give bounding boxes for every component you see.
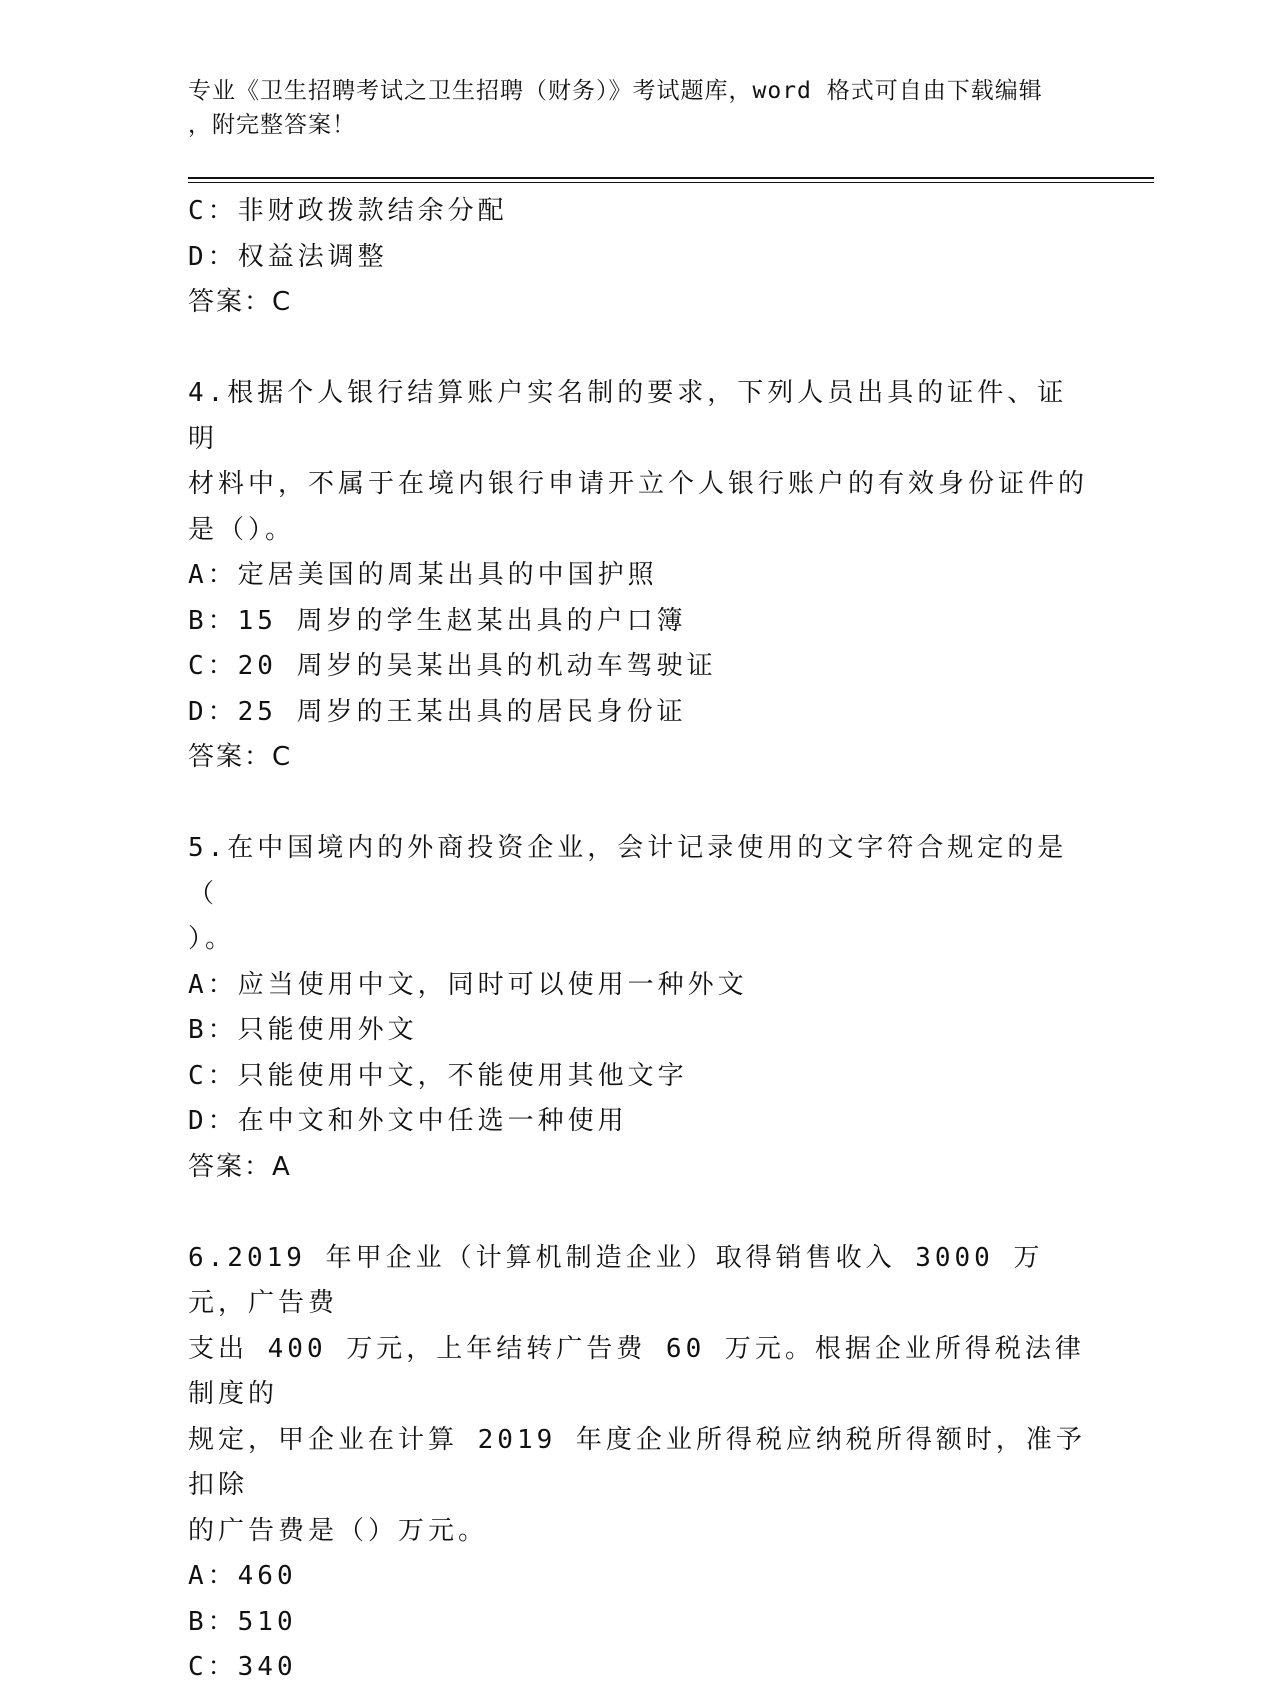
option-a: A：应当使用中文，同时可以使用一种外文 (188, 969, 748, 1000)
question-stem-line: ）。 (188, 924, 236, 954)
option-b: B：只能使用外文 (188, 1015, 418, 1045)
question-stem-line: 4.根据个人银行结算账户实名制的要求，下列人员出具的证件、证明 (188, 378, 1068, 454)
question-stem-line: 材料中，不属于在境内银行申请开立个人银行账户的有效身份证件的 (188, 469, 1089, 499)
question-stem-line: 6.2019 年甲企业（计算机制造企业）取得销售收入 3000 万元，广告费 (188, 1242, 1044, 1318)
question-stem-line: 规定，甲企业在计算 2019 年度企业所得税应纳税所得额时，准予扣除 (188, 1424, 1086, 1500)
option-a: A：460 (188, 1561, 297, 1591)
question-stem-line: 支出 400 万元，上年结转广告费 60 万元。根据企业所得税法律制度的 (188, 1333, 1085, 1409)
option-c: C：非财政拨款结余分配 (188, 196, 508, 226)
option-a: A：定居美国的周某出具的中国护照 (188, 560, 658, 590)
option-b: B：15 周岁的学生赵某出具的户口簿 (188, 605, 687, 636)
option-d: D：权益法调整 (188, 241, 388, 272)
option-d: D：在中文和外文中任选一种使用 (188, 1106, 628, 1136)
question-4 (188, 371, 1088, 781)
answer-line: 答案：A (188, 1151, 292, 1182)
question-3-tail (188, 189, 1088, 326)
question-6 (188, 1236, 1088, 1691)
document-header (188, 74, 1088, 142)
option-d: D：25 周岁的王某出具的居民身份证 (188, 696, 687, 727)
option-c: C：只能使用中文，不能使用其他文字 (188, 1060, 688, 1091)
question-spacer (188, 1190, 1088, 1236)
header-line-2: ，附完整答案！ (188, 112, 356, 138)
option-b: B：510 (188, 1606, 297, 1637)
question-stem-line: 的广告费是（）万元。 (188, 1515, 489, 1546)
option-c: C：20 周岁的吴某出具的机动车驾驶证 (188, 651, 717, 681)
question-stem-line: 是（）。 (188, 514, 296, 545)
header-divider-thick (188, 177, 1154, 179)
option-c: C：340 (188, 1652, 297, 1682)
question-spacer (188, 781, 1088, 827)
question-stem-line: 5.在中国境内的外商投资企业，会计记录使用的文字符合规定的是（ (188, 833, 1068, 909)
question-5 (188, 826, 1088, 1190)
question-content (188, 189, 1088, 1691)
answer-line: 答案：C (188, 742, 293, 772)
header-line-1: 专业《卫生招聘考试之卫生招聘（财务）》考试题库，word 格式可自由下载编辑 (188, 78, 1043, 104)
question-spacer (188, 326, 1088, 372)
answer-line: 答案：C (188, 287, 293, 317)
header-divider-thin (188, 182, 1154, 183)
